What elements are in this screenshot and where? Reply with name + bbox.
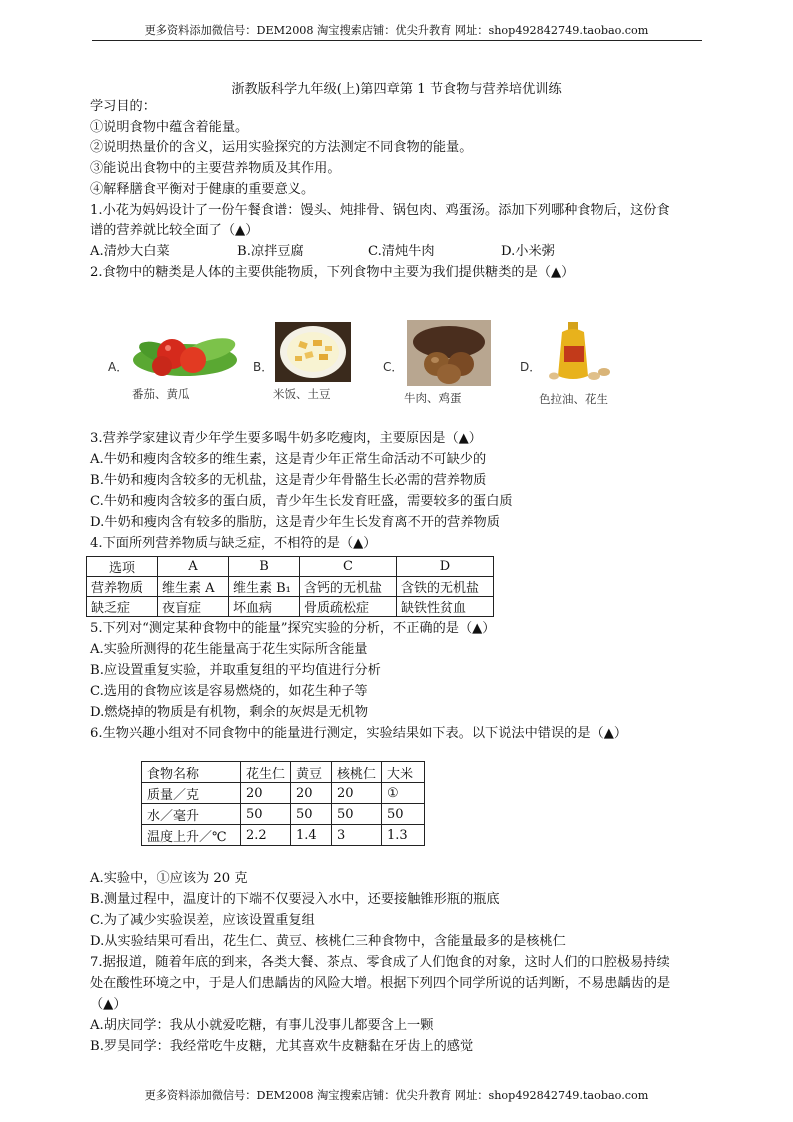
table-cell: 50 [382,804,425,825]
q5-option-c: C.选用的食物应该是容易燃烧的，如花生种子等 [90,684,368,699]
q6-option-d: D.从实验结果可看出，花生仁、黄豆、核桃仁三种食物中，含能量最多的是核桃仁 [90,934,566,949]
table-cell: 核桃仁 [332,762,382,783]
q6-option-c: C.为了减少实验误差，应该设置重复组 [90,913,315,928]
q3-option-d: D.牛奶和瘦肉含有较多的脂肪，这是青少年生长发育离不开的营养物质 [90,515,500,530]
table-cell: 50 [332,804,382,825]
q3-option-c: C.牛奶和瘦肉含较多的蛋白质，青少年生长发育旺盛，需要较多的蛋白质 [90,494,513,509]
q3-stem: 3.营养学家建议青少年学生要多喝牛奶多吃瘦肉，主要原因是（▲） [90,431,482,446]
table-cell: 选项 [87,557,158,577]
table-cell: 大米 [382,762,425,783]
table-row [87,597,494,617]
q6-option-a: A.实验中，①应该为 20 克 [90,871,248,886]
table-row [142,783,425,804]
goal-item: ③能说出食物中的主要营养物质及其作用。 [90,161,341,176]
q4-table [86,556,494,617]
q3-option-a: A.牛奶和瘦肉含较多的维生素，这是青少年正常生命活动不可缺少的 [90,452,487,467]
q7-stem: 处在酸性环境之中，于是人们患龋齿的风险大增。根据下列四个同学所说的话判断，不易患龋齿的是 [90,976,671,991]
q2-option-a-caption: 番茄、黄瓜 [132,387,190,401]
q3-option-b: B.牛奶和瘦肉含较多的无机盐，这是青少年骨骼生长必需的营养物质 [90,473,487,488]
table-row [142,804,425,825]
goal-item: ④解释膳食平衡对于健康的重要意义。 [90,182,315,197]
page-header: 更多资料添加微信号：DEM2008 淘宝搜索店铺：优尖升教育 网址：shop492842749.taobao.com [144,24,649,37]
header-divider [92,40,702,41]
table-cell: 缺铁性贫血 [397,597,494,617]
table-cell: 夜盲症 [158,597,229,617]
table-cell: 含铁的无机盐 [397,577,494,597]
table-row [87,577,494,597]
table-row [142,762,425,783]
q7-stem: 7.据报道，随着年底的到来，各类大餐、茶点、零食成了人们饱食的对象，这时人们的口腔极易持续 [90,955,670,970]
table-cell: 2.2 [241,825,291,846]
table-cell: A [158,557,229,577]
q1-stem: 谱的营养就比较全面了（▲） [90,223,259,238]
q1-option-a: A.清炒大白菜 [90,244,170,259]
table-cell: 20 [332,783,382,804]
beef-egg-picture [407,320,491,386]
q2-image-options [90,318,710,413]
table-cell: ① [382,783,425,804]
q1-option-c: C.清炖牛肉 [368,244,435,259]
q2-option-b-label: B． [253,360,274,374]
table-cell: 花生仁 [241,762,291,783]
table-cell: 食物名称 [142,762,241,783]
q1-options [90,242,710,262]
table-cell: 缺乏症 [87,597,158,617]
q2-option-b-caption: 米饭、土豆 [273,387,331,401]
q1-option-d: D.小米粥 [501,244,555,259]
q1-stem: 1.小花为妈妈设计了一份午餐食谱：馒头、炖排骨、锅包肉、鸡蛋汤。添加下列哪种食物后，这份食 [90,203,670,218]
rice-potato-picture [275,322,351,382]
q2-option-d-caption: 色拉油、花生 [539,392,608,406]
q5-option-d: D.燃烧掉的物质是有机物，剩余的灰烬是无机物 [90,705,369,720]
q1-option-b: B.凉拌豆腐 [237,244,304,259]
table-cell: 维生素 A [158,577,229,597]
table-cell: D [397,557,494,577]
q2-option-c-label: C． [383,360,404,374]
table-cell: 水／毫升 [142,804,241,825]
page-footer: 更多资料添加微信号：DEM2008 淘宝搜索店铺：优尖升教育 网址：shop492842749.taobao.com [144,1089,649,1102]
q6-option-b: B.测量过程中，温度计的下端不仅要浸入水中，还要接触锥形瓶的瓶底 [90,892,500,907]
document-title: 浙教版科学九年级(上)第四章第 1 节食物与营养培优训练 [231,82,562,97]
q2-stem: 2.食物中的糖类是人体的主要供能物质，下列食物中主要为我们提供糖类的是（▲） [90,265,575,280]
table-cell: 50 [291,804,332,825]
goals-heading: 学习目的： [90,99,156,114]
q5-option-a: A.实验所测得的花生能量高于花生实际所含能量 [90,642,368,657]
table-cell: B [229,557,300,577]
q2-option-d-label: D． [520,360,542,374]
table-cell: 黄豆 [291,762,332,783]
table-cell: 1.4 [291,825,332,846]
table-cell: 温度上升／℃ [142,825,241,846]
table-cell: 质量／克 [142,783,241,804]
table-row [142,825,425,846]
q6-table [141,761,425,846]
goal-item: ①说明食物中蕴含着能量。 [90,120,249,135]
table-cell: 含钙的无机盐 [300,577,397,597]
q5-stem: 5.下列对“测定某种食物中的能量”探究实验的分析，不正确的是（▲） [90,621,496,636]
salad-oil-peanut-picture [542,320,614,386]
table-row [87,557,494,577]
tomato-cucumber-picture [130,320,240,382]
q7-option-a: A.胡庆同学：我从小就爱吃糖，有事儿没事儿都要含上一颗 [90,1018,434,1033]
table-cell: 营养物质 [87,577,158,597]
q4-stem: 4.下面所列营养物质与缺乏症，不相符的是（▲） [90,536,377,551]
table-cell: 维生素 B₁ [229,577,300,597]
goal-item: ②说明热量价的含义，运用实验探究的方法测定不同食物的能量。 [90,140,473,155]
q2-option-a-label: A． [108,360,129,374]
table-cell: 3 [332,825,382,846]
q7-option-b: B.罗昊同学：我经常吃牛皮糖，尤其喜欢牛皮糖黏在牙齿上的感觉 [90,1039,474,1054]
table-cell: 20 [241,783,291,804]
table-cell: C [300,557,397,577]
q2-option-c-caption: 牛肉、鸡蛋 [404,391,462,405]
table-cell: 20 [291,783,332,804]
q7-stem: （▲） [90,997,127,1012]
q6-stem: 6.生物兴趣小组对不同食物中的能量进行测定，实验结果如下表。以下说法中错误的是（▲） [90,726,628,741]
q5-option-b: B.应设置重复实验，并取重复组的平均值进行分析 [90,663,381,678]
table-cell: 坏血病 [229,597,300,617]
table-cell: 骨质疏松症 [300,597,397,617]
table-cell: 1.3 [382,825,425,846]
table-cell: 50 [241,804,291,825]
